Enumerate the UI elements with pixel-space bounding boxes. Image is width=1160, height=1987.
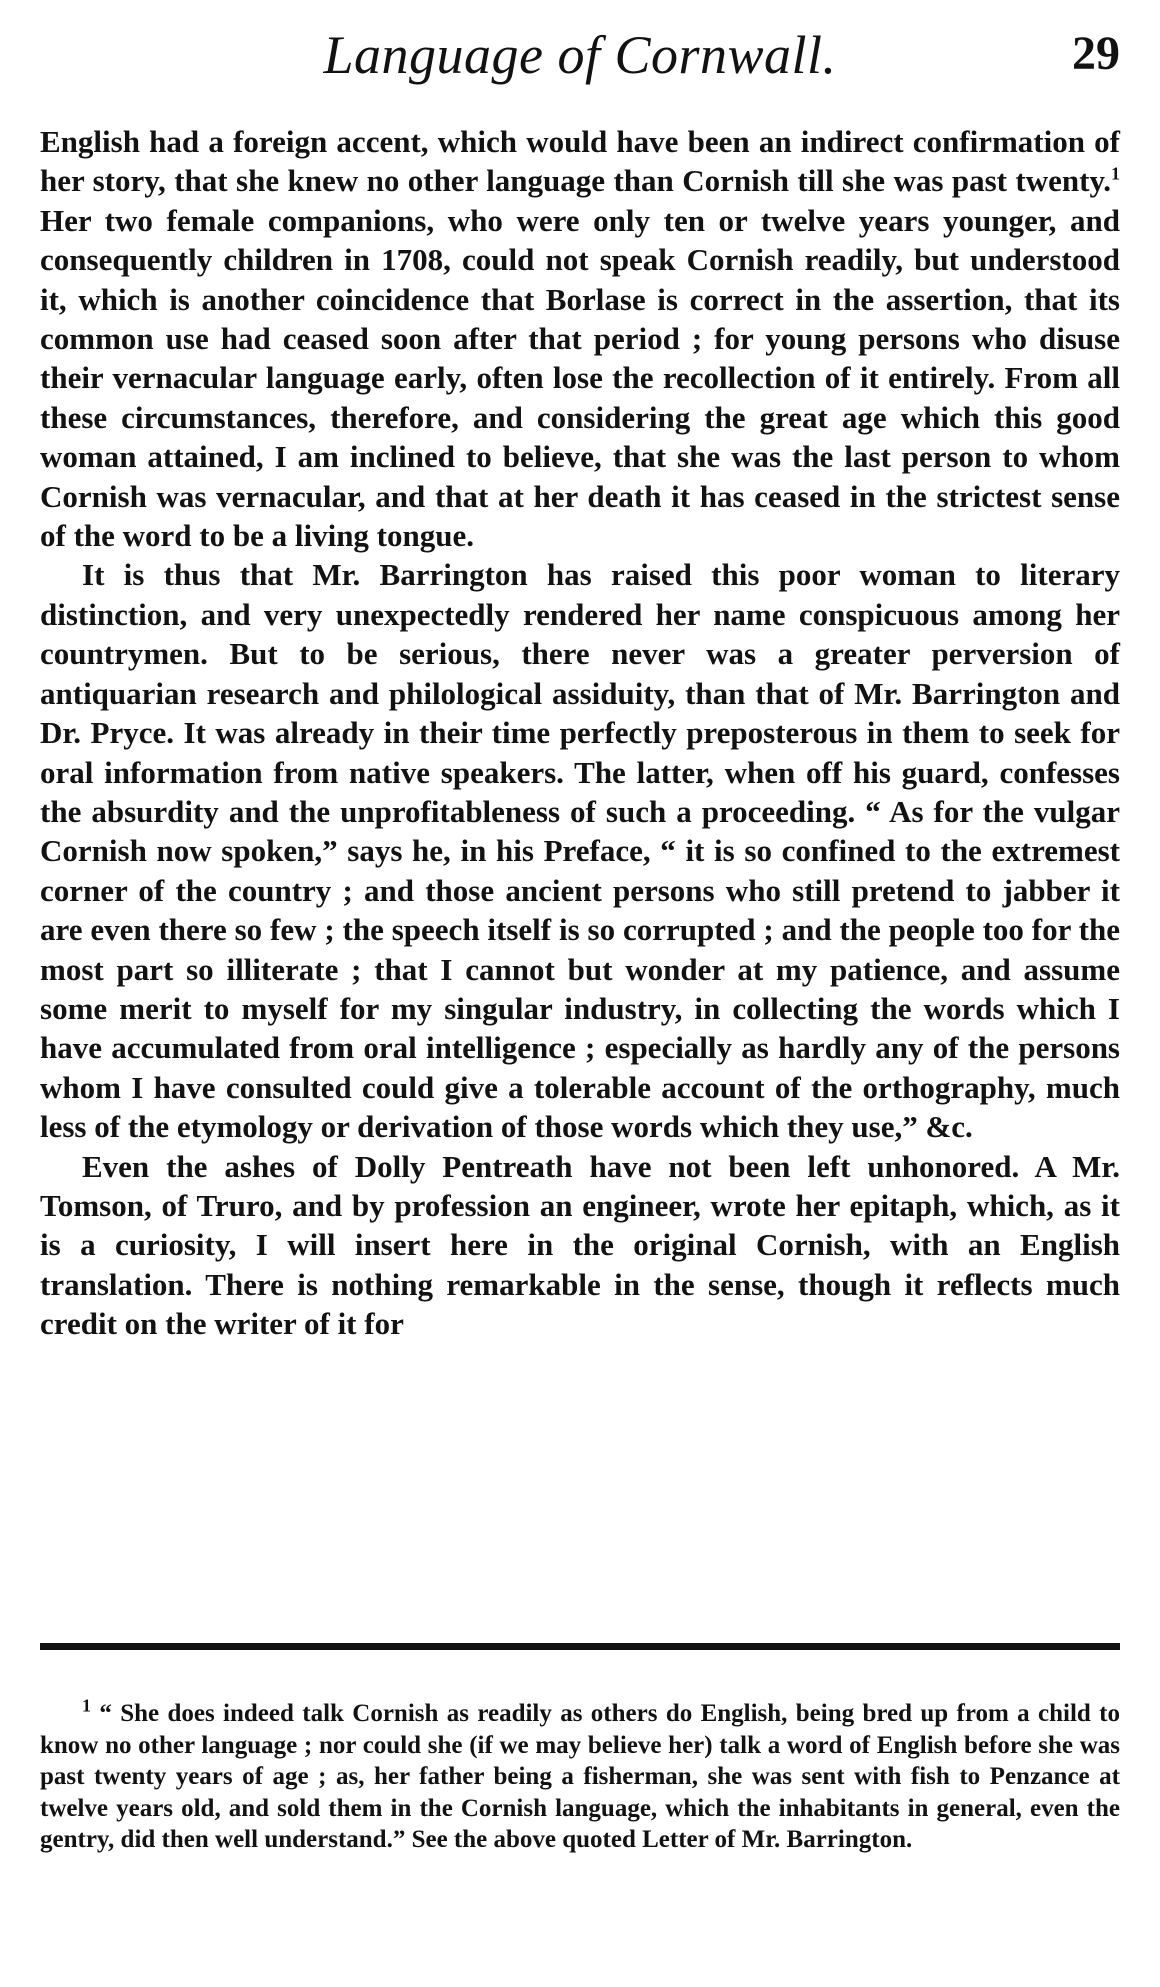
- paragraph-1: [40, 122, 1120, 555]
- paragraph-1-continued: Her two female companions, who were only ten or twelve years younger, and consequently children in 1708, could not speak Cornish readily, but understood it, which is another coincidence that Borlase is correct in the assertion, that its common use had ceased soon after that period ; for young persons who disuse their vernacular language early, often lose the recollection of it entirely. From all these circumstances, therefore, and considering the great age which this good woman attained, I am inclined to believe, that she was the last person to whom Cornish was vernacular, and that at her death it has ceased in the strictest sense of the word to be a living tongue.: [40, 202, 1120, 554]
- paragraph-1-text: English had a foreign accent, which would have been an indirect confirmation of her story, that she knew no other language than Cornish till she was past twenty.: [40, 124, 1120, 199]
- body-text: [40, 122, 1120, 1344]
- footnote-text: “ She does indeed talk Cornish as readily as others do English, being bred up from a child to know no other language ; nor could she (if we may believe her) talk a word of English before she was past twenty years of age ; as, her father being a fisherman, she was sent with fish to Penzance at twelve years old, and sold them in the Cornish language, which the inhabitants in general, even the gentry, did then well understand.” See the above quoted Letter of Mr. Barrington.: [40, 1700, 1121, 1853]
- running-title: Language of Cornwall.: [323, 25, 837, 85]
- page-header: [40, 24, 1120, 104]
- footnote-marker: 1: [82, 1695, 91, 1716]
- footnote-reference: 1: [1111, 164, 1120, 185]
- paragraph-2: It is thus that Mr. Barrington has raised this poor woman to literary distinction, and very unexpectedly rendered her name conspicuous among her countrymen. But to be serious, there never was a greater perversion of antiquarian research and philological assiduity, than that of Mr. Barrington and Dr. Pryce. It was already in their time perfectly preposterous in them to seek for oral information from native speakers. The latter, when off his guard, confesses the absurdity and the unprofitableness of such a proceeding. “ As for the vulgar Cornish now spoken,” says he, in his Preface, “ it is so confined to the extremest corner of the country ; and those ancient persons who still pretend to jabber it are even there so few ; the speech itself is so corrupted ; and the people too for the most part so illiterate ; that I cannot but wonder at my patience, and assume some merit to myself for my singular industry, in collecting the words which I have accumulated from oral intelligence ; especially as hardly any of the persons whom I have consulted could give a tolerable account of the orthography, much less of the etymology or derivation of those words which they use,” &c.: [40, 557, 1120, 1145]
- footnote-divider: [40, 1643, 1120, 1650]
- paragraph-3: Even the ashes of Dolly Pentreath have not been left unhonored. A Mr. Tomson, of Truro, and by profession an engineer, wrote her epitaph, which, as it is a curiosity, I will insert here in the original Cornish, with an English translation. There is nothing remarkable in the sense, though it reflects much credit on the writer of it for: [40, 1148, 1120, 1342]
- footnote: [40, 1695, 1121, 1856]
- page-number: 29: [1072, 27, 1120, 80]
